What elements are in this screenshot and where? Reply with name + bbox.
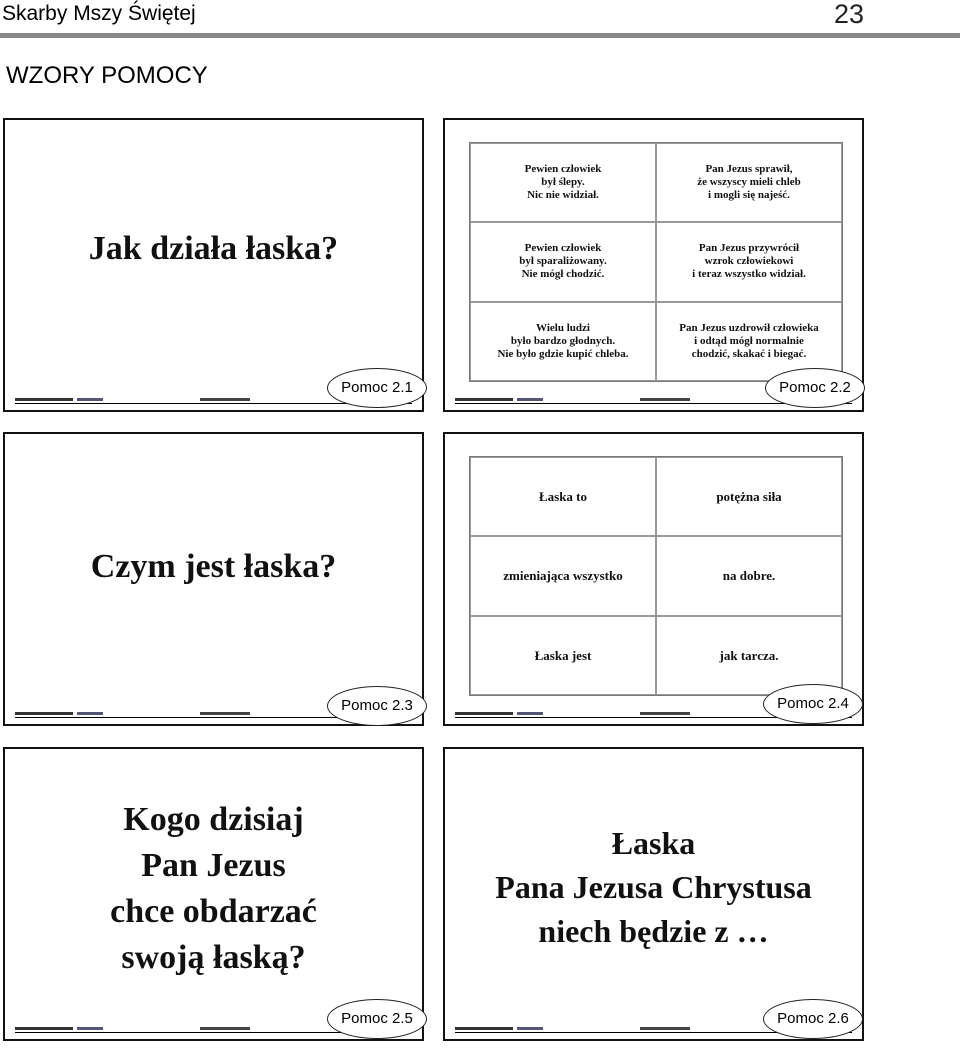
- card-grid: [469, 142, 843, 382]
- grid-cell: Łaska to: [470, 457, 656, 536]
- header-title: Skarby Mszy Świętej: [2, 2, 196, 25]
- card-pomoc-2-6: [443, 747, 864, 1041]
- card-line: Łaska: [611, 825, 696, 861]
- card-label: Pomoc 2.5: [327, 999, 427, 1039]
- grid-cell: Pewien człowiek był sparaliżowany. Nie mógł chodzić.: [470, 222, 656, 301]
- card-line: niech będzie z …: [538, 913, 769, 949]
- grid-cell: zmieniająca wszystko: [470, 536, 656, 615]
- card-grid: [469, 456, 843, 696]
- grid-cell: jak tarcza.: [656, 616, 842, 695]
- grid-cell: Pan Jezus sprawił, że wszyscy mieli chleb i mogli się najeść.: [656, 143, 842, 222]
- section-title: WZORY POMOCY: [6, 62, 208, 89]
- card-pomoc-2-4: [443, 432, 864, 726]
- page-number: 23: [833, 0, 864, 29]
- card-heading: Jak działa łaska?: [88, 230, 339, 267]
- card-line: chce obdarzać: [110, 893, 317, 930]
- grid-cell: Pan Jezus uzdrowił człowieka i odtąd mógł normalnie chodzić, skakać i biegać.: [656, 302, 842, 381]
- card-line: Kogo dzisiaj: [123, 801, 304, 838]
- card-heading: Czym jest łaska?: [90, 548, 337, 585]
- grid-cell: Łaska jest: [470, 616, 656, 695]
- card-pomoc-2-3: [3, 432, 424, 726]
- card-pomoc-2-5: [3, 747, 424, 1041]
- grid-cell: na dobre.: [656, 536, 842, 615]
- card-label: Pomoc 2.1: [327, 368, 427, 408]
- card-label: Pomoc 2.2: [765, 368, 865, 408]
- grid-cell: Wielu ludzi było bardzo głodnych. Nie było gdzie kupić chleba.: [470, 302, 656, 381]
- card-label: Pomoc 2.6: [763, 999, 863, 1039]
- card-label: Pomoc 2.3: [327, 686, 427, 726]
- card-line: Pana Jezusa Chrystusa: [495, 869, 812, 905]
- card-pomoc-2-2: [443, 118, 864, 412]
- card-pomoc-2-1: [3, 118, 424, 412]
- header-rule: [0, 33, 960, 38]
- card-line: swoją łaską?: [121, 939, 306, 976]
- grid-cell: Pewien człowiek był ślepy. Nic nie widział.: [470, 143, 656, 222]
- card-label: Pomoc 2.4: [763, 684, 863, 724]
- card-line: Pan Jezus: [141, 847, 286, 884]
- grid-cell: potężna siła: [656, 457, 842, 536]
- grid-cell: Pan Jezus przywrócił wzrok człowiekowi i teraz wszystko widział.: [656, 222, 842, 301]
